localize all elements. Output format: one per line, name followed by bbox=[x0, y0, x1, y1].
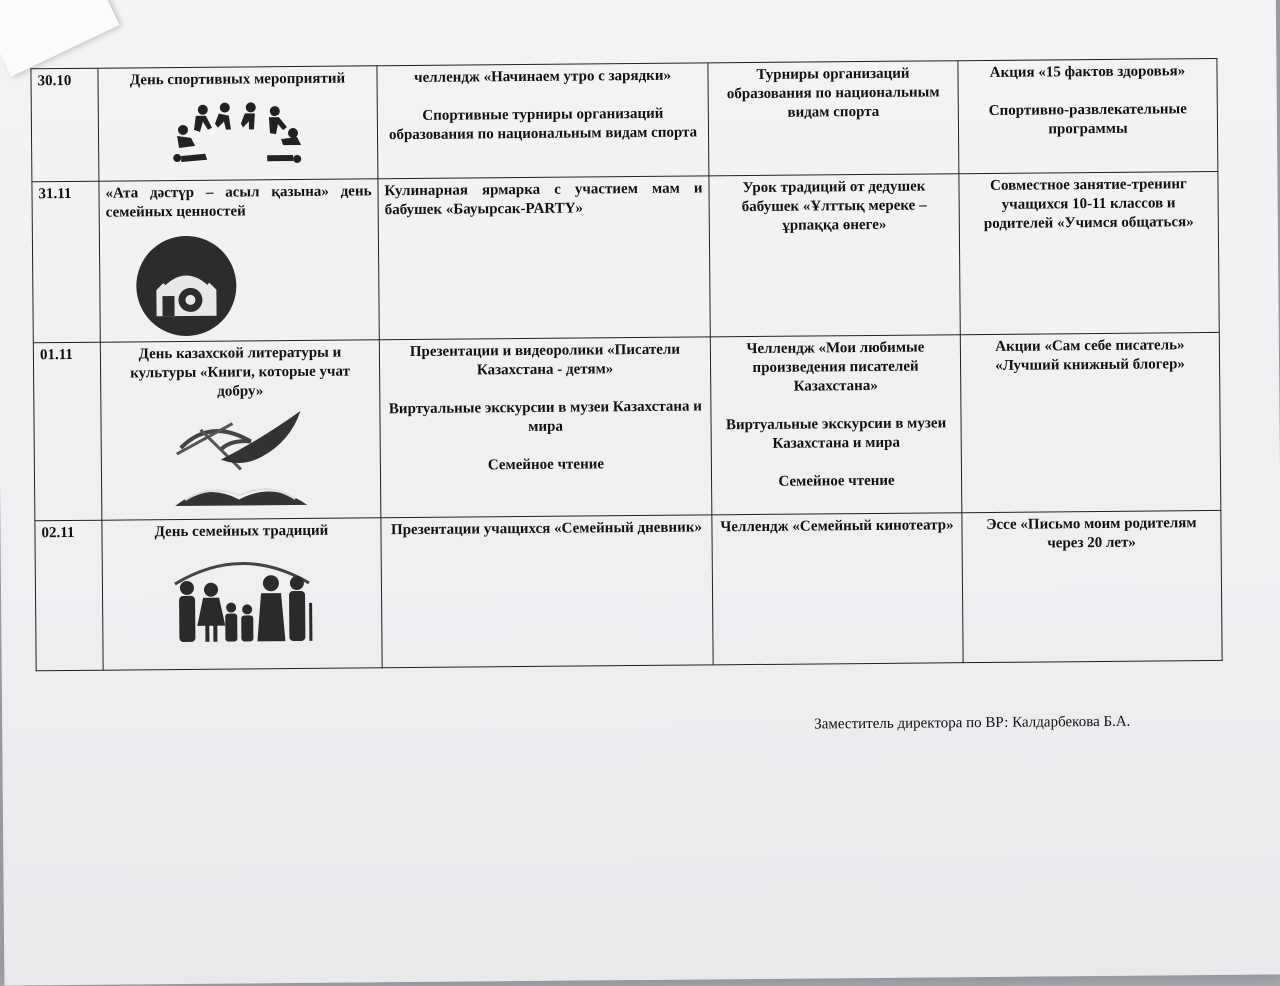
table-row bbox=[31, 58, 1218, 181]
theme-text: День казахской литературы и культуры «Книги, которые учат добру» bbox=[130, 344, 351, 400]
theme-cell bbox=[102, 518, 382, 670]
activity-text: Семейное чтение bbox=[778, 472, 895, 490]
activity-text: Челлендж «Мои любимые произведения писателей Казахстана» bbox=[746, 339, 925, 395]
theme-cell bbox=[98, 66, 378, 181]
theme-cell bbox=[99, 179, 379, 342]
theme-cell bbox=[100, 340, 381, 520]
activity-text: Семейное чтение bbox=[487, 456, 605, 474]
activity-cell bbox=[378, 176, 710, 340]
events-table bbox=[30, 58, 1222, 671]
activity-text: Эссе «Письмо моим родителям через 20 лет» bbox=[986, 515, 1197, 552]
date-cell: 02.11 bbox=[35, 520, 103, 671]
activity-cell bbox=[959, 171, 1219, 334]
sports-figures-icon bbox=[163, 101, 314, 174]
eagle-book-icon bbox=[170, 409, 311, 510]
activity-text: Кулинарная ярмарка с участием мам и бабушек «Бауырсак-PARTY» bbox=[384, 180, 703, 219]
activity-text: Совместное занятие-тренинг учащихся 10-11 классов и родителей «Учимся общаться» bbox=[983, 176, 1194, 232]
activity-cell bbox=[712, 513, 963, 665]
activity-cell bbox=[381, 515, 713, 668]
activity-cell bbox=[962, 510, 1222, 662]
date-cell: 30.10 bbox=[31, 68, 99, 182]
activity-text: Урок традиций от дедушек бабушек «Ұлттық мереке – ұрпаққа өнеге» bbox=[741, 178, 927, 234]
signature-line: Заместитель директора по ВР: Калдарбекова Б.А. bbox=[814, 713, 1131, 733]
activity-cell bbox=[379, 337, 712, 518]
yurt-emblem-icon bbox=[134, 233, 239, 338]
theme-text: «Ата дәстүр – асыл қазына» день семейных ценностей bbox=[105, 183, 372, 221]
activity-cell bbox=[960, 332, 1221, 512]
activity-text: Спортивно-развлекательные программы bbox=[988, 101, 1187, 138]
date-cell: 01.11 bbox=[33, 342, 102, 521]
family-group-icon bbox=[167, 553, 318, 646]
table-row bbox=[32, 171, 1219, 342]
activity-text: Турниры организаций образования по национальным видам спорта bbox=[726, 65, 940, 121]
table-row bbox=[33, 332, 1221, 520]
activity-text: Спортивные турниры организаций образования по национальным видам спорта bbox=[388, 105, 698, 144]
activity-cell bbox=[708, 61, 959, 176]
table-row bbox=[35, 510, 1222, 670]
activity-cell bbox=[377, 63, 709, 179]
activity-text: Презентации и видеоролики «Писатели Казахстана - детям» bbox=[409, 341, 681, 379]
activity-text: Акции «Сам себе писатель» «Лучший книжный блогер» bbox=[995, 337, 1185, 374]
activity-cell bbox=[709, 174, 960, 337]
theme-text: День семейных традиций bbox=[154, 522, 329, 541]
activity-cell bbox=[710, 335, 962, 515]
activity-text: Виртуальные экскурсии в музеи Казахстана и мира bbox=[725, 415, 947, 452]
activity-text: Акция «15 фактов здоровья» bbox=[989, 63, 1186, 81]
theme-text: День спортивных мероприятий bbox=[129, 70, 346, 89]
activity-cell bbox=[958, 58, 1218, 173]
folded-corner bbox=[0, 0, 119, 77]
date-cell: 31.11 bbox=[32, 181, 100, 343]
activity-text: Челлендж «Семейный кинотеатр» bbox=[720, 517, 954, 536]
activity-text: челлендж «Начинаем утро с зарядки» bbox=[414, 67, 671, 86]
activity-text: Виртуальные экскурсии в музеи Казахстана и мира bbox=[388, 398, 702, 435]
activity-text: Презентации учащихся «Семейный дневник» bbox=[390, 519, 702, 539]
